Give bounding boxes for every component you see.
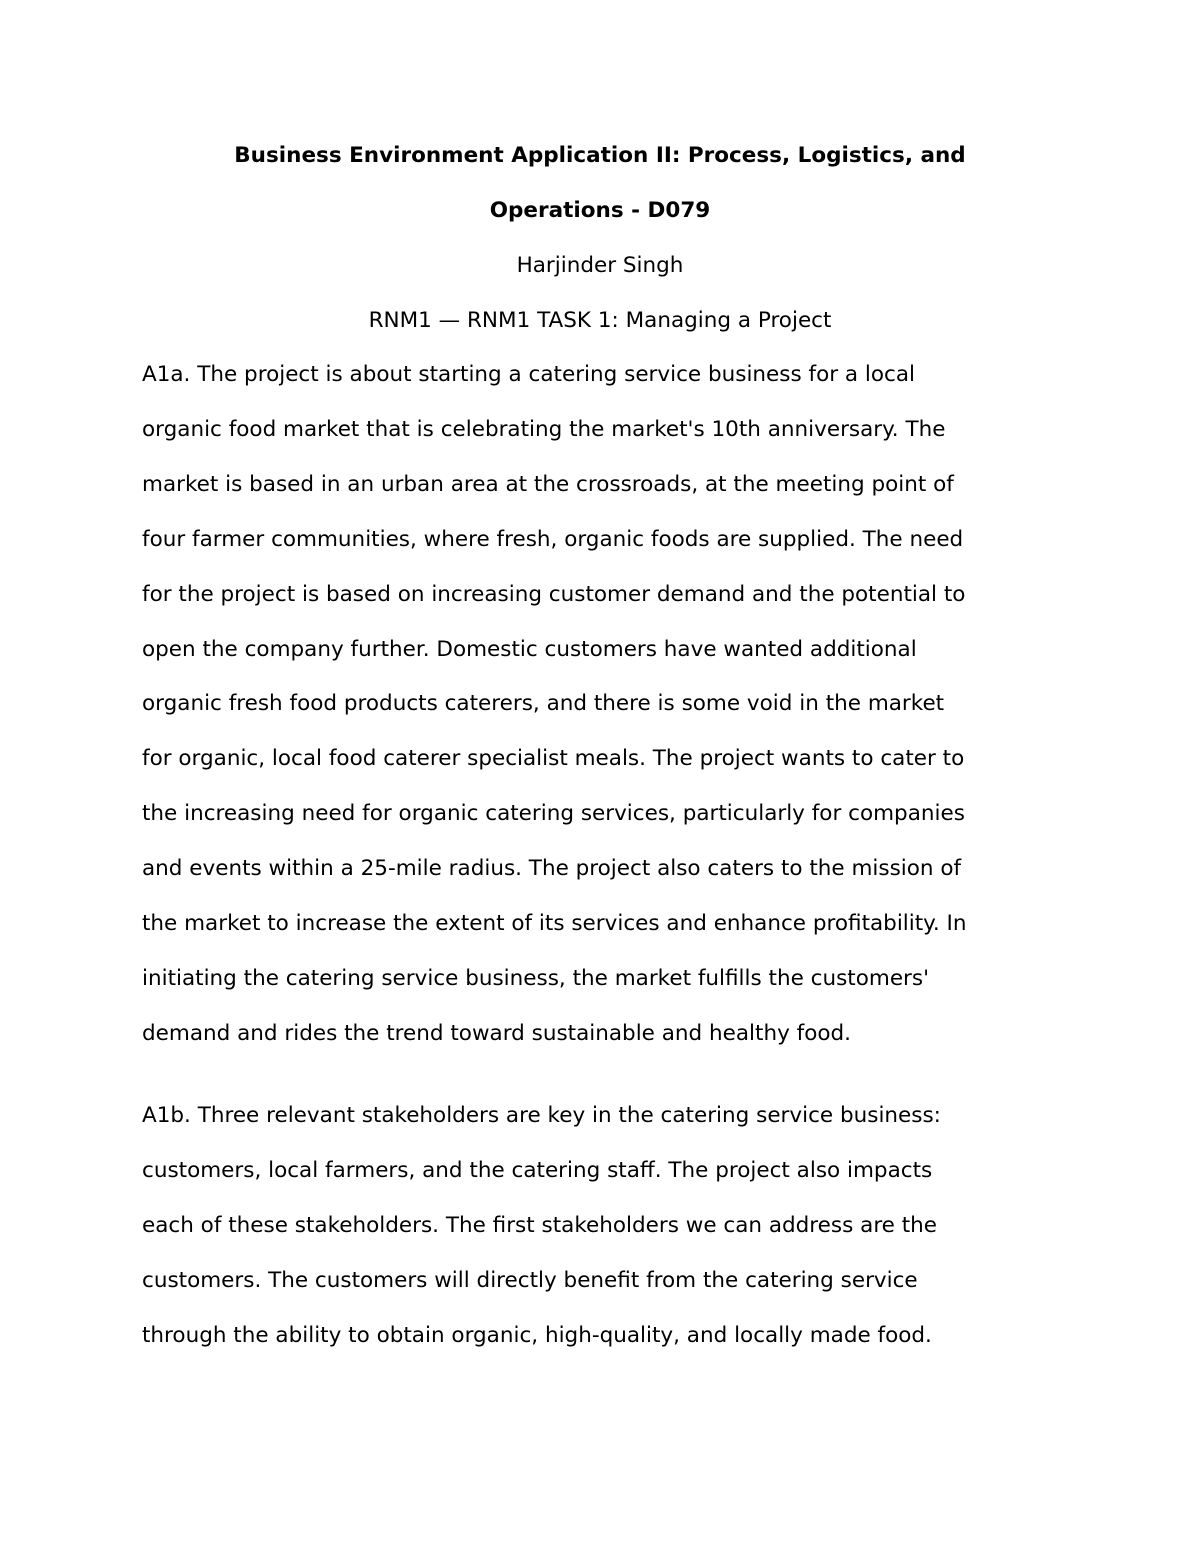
text-line: customers. The customers will directly benefit from the catering service [142, 1267, 918, 1293]
text-line: A1b. Three relevant stakeholders are key in the catering service business: [142, 1103, 941, 1128]
text-line: customers, local farmers, and the catering staff. The project also impacts [142, 1157, 933, 1183]
text-line: four farmer communities, where fresh, organic foods are supplied. The need [142, 526, 964, 552]
text-line: the market to increase the extent of its services and enhance profitability. In [142, 911, 967, 937]
course-task: RNM1 — RNM1 TASK 1: Managing a Project [368, 308, 832, 333]
text-line: for the project is based on increasing customer demand and the potential to [142, 581, 966, 607]
title-line-1: Business Environment Application II: Process, Logistics, and [234, 143, 966, 168]
paragraph-a1a [142, 348, 1058, 1062]
paragraph-a1b [142, 1089, 1058, 1364]
text-line: demand and rides the trend toward sustainable and healthy food. [142, 1020, 851, 1046]
text-line: market is based in an urban area at the crossroads, at the meeting point of [142, 471, 954, 497]
text-line: for organic, local food caterer specialist meals. The project wants to cater to [142, 746, 965, 772]
text-line: open the company further. Domestic customers have wanted additional [142, 636, 917, 662]
text-line: A1a. The project is about starting a catering service business for a local [142, 362, 916, 387]
text-line: initiating the catering service business, the market fulfills the customers' [142, 965, 929, 991]
text-line: the increasing need for organic catering services, particularly for companies [142, 801, 965, 827]
text-line: organic food market that is celebrating the market's 10th anniversary. The [142, 416, 946, 442]
author-name: Harjinder Singh [516, 253, 684, 278]
text-line: each of these stakeholders. The first stakeholders we can address are the [142, 1212, 938, 1238]
text-line: through the ability to obtain organic, high-quality, and locally made food. [142, 1322, 932, 1348]
text-line: and events within a 25-mile radius. The project also caters to the mission of [142, 856, 962, 882]
text-line: organic fresh food products caterers, and there is some void in the market [142, 691, 945, 717]
title-line-2: Operations - D079 [489, 198, 711, 223]
document-title [142, 128, 1058, 238]
